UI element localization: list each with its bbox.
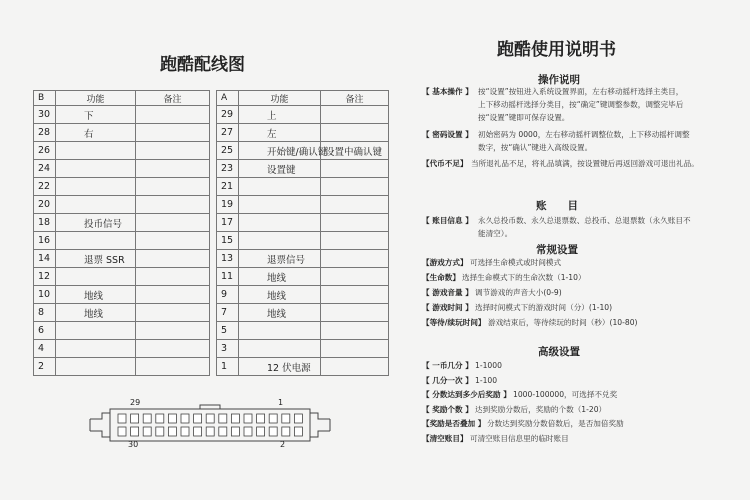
password-line-2: 数字，按“确认”键进入高级设置。 [478, 143, 593, 152]
pin-note [321, 214, 389, 232]
pin-note [321, 106, 389, 124]
setting-label: 【生命数】 [422, 273, 460, 282]
operation-heading: 操作说明 [538, 74, 580, 86]
connector-pin [231, 414, 239, 423]
connector-pin [219, 427, 227, 436]
pin-number: 11 [217, 268, 239, 286]
pin-function [239, 214, 321, 232]
pin-row [217, 178, 389, 196]
pin-row [34, 196, 210, 214]
pin-function: 右 [56, 124, 136, 142]
pin-number: 19 [217, 196, 239, 214]
pin-row [217, 196, 389, 214]
pin-note [136, 196, 210, 214]
setting-description: 分数达到奖励分数倍数后，是否加倍奖励 [487, 419, 624, 428]
pin-row [34, 124, 210, 142]
pin-note [136, 322, 210, 340]
connector-label-bottom-left: 30 [128, 440, 139, 449]
pin-number: 5 [217, 322, 239, 340]
connector-pin [282, 427, 290, 436]
connector-pin [269, 427, 277, 436]
basic-operation-line-3: 按“设置”键即可保存设置。 [478, 113, 570, 122]
pin-row [217, 322, 389, 340]
connector-pin [181, 427, 189, 436]
setting-description: 调节游戏的声音大小(0-9) [475, 288, 562, 297]
setting-label: 【 分数达到多少后奖励 】 [422, 390, 511, 399]
pin-row [217, 358, 389, 376]
pin-row [217, 160, 389, 178]
pin-number: 10 [34, 286, 56, 304]
pin-number: 1 [217, 358, 239, 376]
pin-number: 25 [217, 142, 239, 160]
pin-function: 地线 [56, 286, 136, 304]
setting-label: 【 一币几分 】 [422, 361, 473, 370]
pin-number: 8 [34, 304, 56, 322]
pin-number: 15 [217, 232, 239, 250]
setting-description: 1-1000 [475, 361, 502, 370]
pin-number: 6 [34, 322, 56, 340]
general-heading: 常规设置 [536, 244, 578, 256]
connector-pin [181, 414, 189, 423]
pin-row [217, 268, 389, 286]
setting-description: 1-100 [475, 375, 498, 385]
connector-pin [294, 414, 302, 423]
pin-note [136, 106, 210, 124]
setting-label: 【游戏方式】 [422, 258, 468, 267]
pin-note [136, 358, 210, 376]
pin-number: 9 [217, 286, 239, 304]
connector-pin [168, 427, 176, 436]
col-header-pin: B [34, 91, 56, 106]
basic-operation-label: 【 基本操作 】 [422, 87, 473, 96]
pin-row [34, 214, 210, 232]
pin-table-a [216, 90, 389, 376]
setting-description: 选择生命模式下的生命次数（1-10） [462, 273, 586, 282]
pin-row [217, 214, 389, 232]
pin-function: 地线 [239, 304, 321, 322]
connector-pin [244, 414, 252, 423]
pin-note [136, 232, 210, 250]
accounts-line-2: 能清空）。 [478, 229, 513, 238]
pin-row [217, 232, 389, 250]
col-header-note: 备注 [136, 91, 210, 106]
pin-function [239, 178, 321, 196]
pin-function [56, 322, 136, 340]
pin-note [136, 124, 210, 142]
pin-row [34, 232, 210, 250]
pin-function: 12 伏电源 [239, 358, 321, 376]
pin-note [321, 358, 389, 376]
coin-shortage-line: 当所退礼品不足，将礼品填满，按设置键后再返回游戏可退出礼品。 [471, 159, 699, 168]
connector-pin [156, 427, 164, 436]
pin-function [239, 322, 321, 340]
col-header-note: 备注 [321, 91, 389, 106]
pin-row [217, 124, 389, 142]
pin-row [34, 142, 210, 160]
setting-label: 【奖励是否叠加 】 [422, 419, 486, 428]
basic-operation-line-1: 按“设置”按钮进入系统设置界面，左右移动摇杆选择主类目， [478, 87, 684, 96]
connector-diagram [90, 405, 330, 445]
pin-number: 7 [217, 304, 239, 322]
setting-label: 【清空账目】 [422, 433, 468, 443]
col-header-pin: A [217, 91, 239, 106]
setting-label: 【 游戏音量 】 [422, 288, 473, 297]
setting-description: 游戏结束后，等待续玩的时间（秒）(10-80) [488, 318, 638, 327]
pin-note [136, 286, 210, 304]
pin-note [136, 340, 210, 358]
pin-row [34, 268, 210, 286]
pin-function: 退票信号 [239, 250, 321, 268]
pin-function: 设置键 [239, 160, 321, 178]
pin-number: 30 [34, 106, 56, 124]
pin-number: 13 [217, 250, 239, 268]
pin-note: 设置中确认键 [321, 142, 389, 160]
pin-function [239, 340, 321, 358]
pin-function [239, 232, 321, 250]
pin-function [56, 160, 136, 178]
connector-label-bottom-right: 2 [280, 440, 286, 449]
pin-note [136, 214, 210, 232]
pin-note [136, 160, 210, 178]
pin-note [321, 286, 389, 304]
setting-label: 【等待/续玩时间】 [422, 318, 486, 327]
pin-number: 27 [217, 124, 239, 142]
pin-note [321, 178, 389, 196]
pin-function [56, 178, 136, 196]
wiring-title: 跑酷配线图 [160, 55, 245, 75]
coin-shortage-label: 【代币不足】 [422, 159, 468, 168]
pin-note [321, 304, 389, 322]
setting-description: 可选择生命模式或时间模式 [470, 258, 562, 267]
pin-function [239, 196, 321, 214]
connector-label-top-left: 29 [130, 398, 141, 407]
connector-pin [269, 414, 277, 423]
pin-row [217, 304, 389, 322]
pin-note [321, 322, 389, 340]
connector-pin [194, 427, 202, 436]
pin-number: 29 [217, 106, 239, 124]
pin-row [34, 250, 210, 268]
pin-number: 16 [34, 232, 56, 250]
pin-function [56, 268, 136, 286]
accounts-heading: 账 目 [536, 200, 578, 212]
pin-row [217, 340, 389, 358]
pin-note [321, 250, 389, 268]
pin-table-b [33, 90, 210, 376]
pin-number: 3 [217, 340, 239, 358]
connector-pin [131, 414, 139, 423]
pin-number: 14 [34, 250, 56, 268]
pin-number: 17 [217, 214, 239, 232]
col-header-function: 功能 [56, 91, 136, 106]
connector-pin [143, 427, 151, 436]
pin-note [136, 250, 210, 268]
connector-pin [156, 414, 164, 423]
pin-note [136, 178, 210, 196]
col-header-function: 功能 [239, 91, 321, 106]
pin-function: 地线 [56, 304, 136, 322]
setting-description: 选择时间模式下的游戏时间（分）(1-10) [475, 303, 613, 312]
pin-row [34, 304, 210, 322]
pin-note [321, 232, 389, 250]
pin-note [136, 268, 210, 286]
pin-row [217, 250, 389, 268]
accounts-label: 【 账目信息 】 [422, 216, 473, 225]
pin-function [56, 142, 136, 160]
pin-function: 上 [239, 106, 321, 124]
pin-note [321, 160, 389, 178]
pin-row [34, 358, 210, 376]
pin-number: 4 [34, 340, 56, 358]
connector-pin [294, 427, 302, 436]
pin-function: 下 [56, 106, 136, 124]
connector-pin [257, 427, 265, 436]
connector-pin [257, 414, 265, 423]
pin-number: 18 [34, 214, 56, 232]
pin-row [217, 142, 389, 160]
connector-pin [118, 427, 126, 436]
connector-pin [282, 414, 290, 423]
connector-pin [206, 414, 214, 423]
setting-description: 1000-100000，可选择不兑奖 [513, 390, 618, 399]
pin-number: 20 [34, 196, 56, 214]
connector-pin [131, 427, 139, 436]
pin-number: 26 [34, 142, 56, 160]
pin-function: 投币信号 [56, 214, 136, 232]
pin-function [56, 358, 136, 376]
connector-pin [168, 414, 176, 423]
basic-operation-line-2: 上下移动摇杆选择分类目，按“确定”键调整参数，调整完毕后 [478, 100, 684, 109]
pin-function: 开始键/确认键 [239, 142, 321, 160]
advanced-heading: 高级设置 [538, 346, 580, 358]
pin-note [321, 124, 389, 142]
pin-note [136, 304, 210, 322]
pin-function: 退票 SSR [56, 250, 136, 268]
pin-row [34, 106, 210, 124]
setting-label: 【 几分一次 】 [422, 375, 473, 385]
pin-row [34, 160, 210, 178]
pin-number: 24 [34, 160, 56, 178]
accounts-line-1: 永久总投币数、永久总退票数、总投币、总退票数（永久账目不 [478, 216, 691, 225]
pin-number: 23 [217, 160, 239, 178]
pin-row [34, 340, 210, 358]
setting-label: 【 游戏时间 】 [422, 303, 473, 312]
connector-pin [219, 414, 227, 423]
pin-row [34, 322, 210, 340]
pin-note [321, 340, 389, 358]
connector-pin [143, 414, 151, 423]
pin-row [34, 178, 210, 196]
pin-number: 22 [34, 178, 56, 196]
connector-pin [231, 427, 239, 436]
pin-function: 地线 [239, 268, 321, 286]
pin-number: 21 [217, 178, 239, 196]
pin-row [217, 106, 389, 124]
password-line-1: 初始密码为 0000，左右移动摇杆调整位数，上下移动摇杆调整 [478, 130, 690, 139]
connector-pin [206, 427, 214, 436]
pin-number: 12 [34, 268, 56, 286]
manual-title: 跑酷使用说明书 [497, 40, 616, 60]
connector-pin [194, 414, 202, 423]
pin-number: 2 [34, 358, 56, 376]
pin-row [34, 286, 210, 304]
pin-row [217, 286, 389, 304]
setting-description: 达到奖励分数后，奖励的个数（1-20） [475, 404, 607, 414]
pin-function: 地线 [239, 286, 321, 304]
pin-function [56, 340, 136, 358]
setting-label: 【 奖励个数 】 [422, 404, 473, 414]
connector-label-top-right: 1 [278, 398, 284, 407]
pin-number: 28 [34, 124, 56, 142]
pin-function: 左 [239, 124, 321, 142]
connector-pin [244, 427, 252, 436]
pin-function [56, 232, 136, 250]
pin-note [321, 268, 389, 286]
pin-function [56, 196, 136, 214]
password-label: 【 密码设置 】 [422, 130, 473, 139]
connector-pin [118, 414, 126, 423]
setting-description: 可清空账目信息里的临时账目 [470, 433, 569, 443]
pin-note [136, 142, 210, 160]
pin-note [321, 196, 389, 214]
